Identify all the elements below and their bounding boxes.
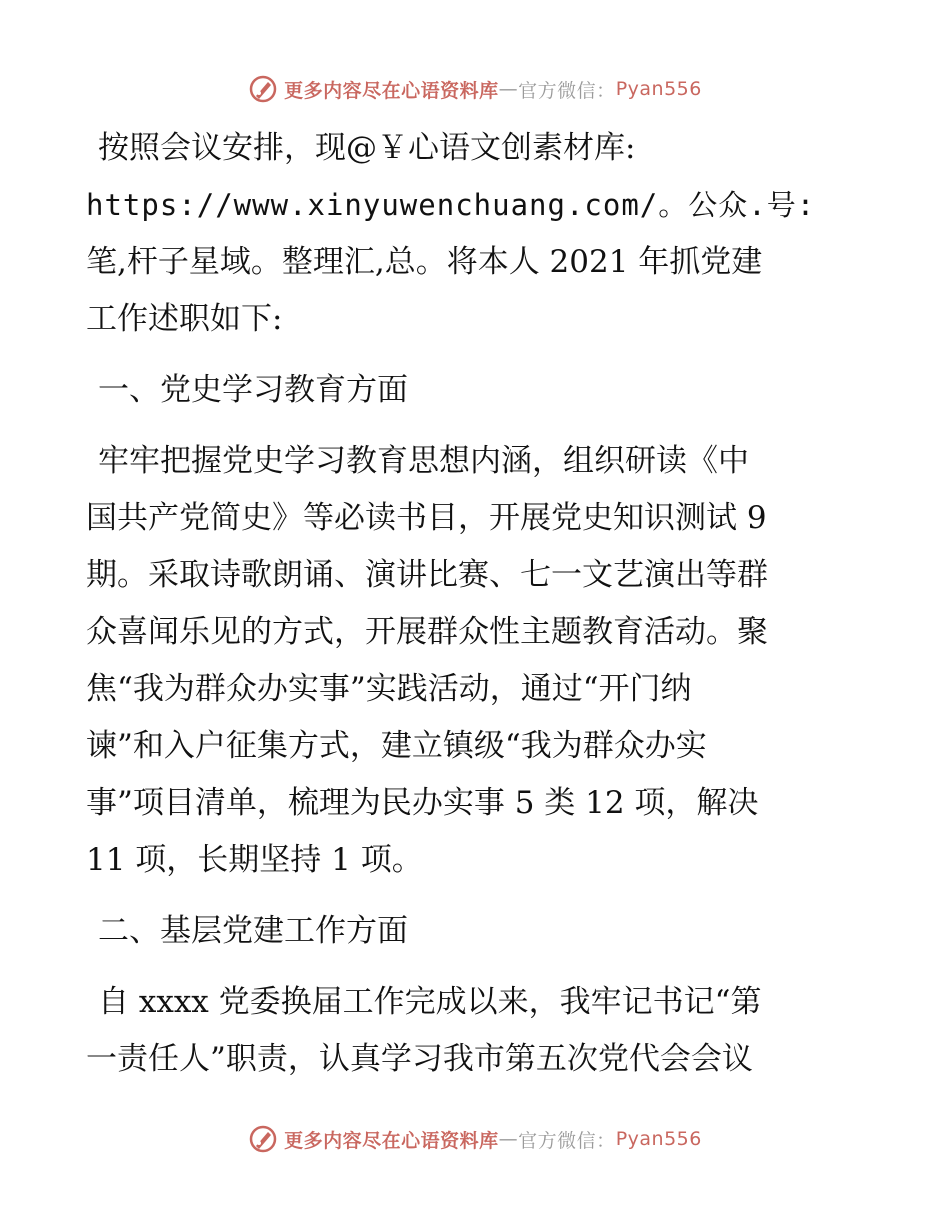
text-line: 焦“我为群众办实事”实践活动，通过“开门纳 bbox=[86, 671, 692, 707]
text-line: 众喜闻乐见的方式，开展群众性主题教育活动。聚 bbox=[86, 614, 768, 650]
text-line: 谏”和入户征集方式，建立镇级“我为群众办实 bbox=[86, 728, 707, 764]
text-line: 期。采取诗歌朗诵、演讲比赛、七一文艺演出等群 bbox=[86, 557, 768, 593]
text-line: 自 xxxx 党委换届工作完成以来，我牢记书记“第 bbox=[98, 984, 762, 1020]
watermark-account: Pyan556 bbox=[615, 78, 702, 100]
text-line: 笔,杆子星域。整理汇,总。将本人 2021 年抓党建 bbox=[86, 244, 763, 280]
watermark-label: 官方微信： bbox=[518, 1129, 616, 1152]
watermark-separator: — bbox=[498, 1128, 519, 1150]
section-heading-grassroots bbox=[98, 903, 858, 960]
section-heading-party-history bbox=[98, 362, 858, 419]
text-line: 11 项，长期坚持 1 项。 bbox=[86, 842, 423, 878]
watermark-main-text: 更多内容尽在心语资料库 bbox=[284, 79, 499, 102]
watermark-account: Pyan556 bbox=[615, 1128, 702, 1150]
paragraph-grassroots bbox=[86, 974, 858, 1088]
text-line: 牢牢把握党史学习教育思想内涵，组织研读《中 bbox=[98, 443, 749, 479]
watermark-main-text: 更多内容尽在心语资料库 bbox=[284, 1129, 499, 1152]
text-line: 按照会议安排，现@￥心语文创素材库: bbox=[98, 130, 636, 166]
heading-text: 二、基层党建工作方面 bbox=[98, 913, 408, 949]
watermark-separator: — bbox=[498, 78, 519, 100]
paragraph-party-history bbox=[86, 433, 858, 889]
text-line: 工作述职如下: bbox=[86, 301, 283, 337]
header-watermark bbox=[0, 72, 950, 106]
text-line: 一责任人”职责，认真学习我市第五次党代会会议 bbox=[86, 1041, 753, 1077]
text-line: 事”项目清单，梳理为民办实事 5 类 12 项，解决 bbox=[86, 785, 759, 821]
footer-watermark bbox=[0, 1122, 950, 1156]
pen-logo-icon bbox=[248, 74, 278, 104]
watermark-label: 官方微信： bbox=[518, 79, 616, 102]
pen-logo-icon bbox=[248, 1124, 278, 1154]
website-url-line: https://www.xinyuwenchuang.com/。公众.号: bbox=[86, 188, 816, 222]
document-body bbox=[86, 120, 858, 1088]
text-line: 国共产党简史》等必读书目，开展党史知识测试 9 bbox=[86, 500, 767, 536]
heading-text: 一、党史学习教育方面 bbox=[98, 372, 408, 408]
paragraph-intro bbox=[86, 120, 858, 348]
